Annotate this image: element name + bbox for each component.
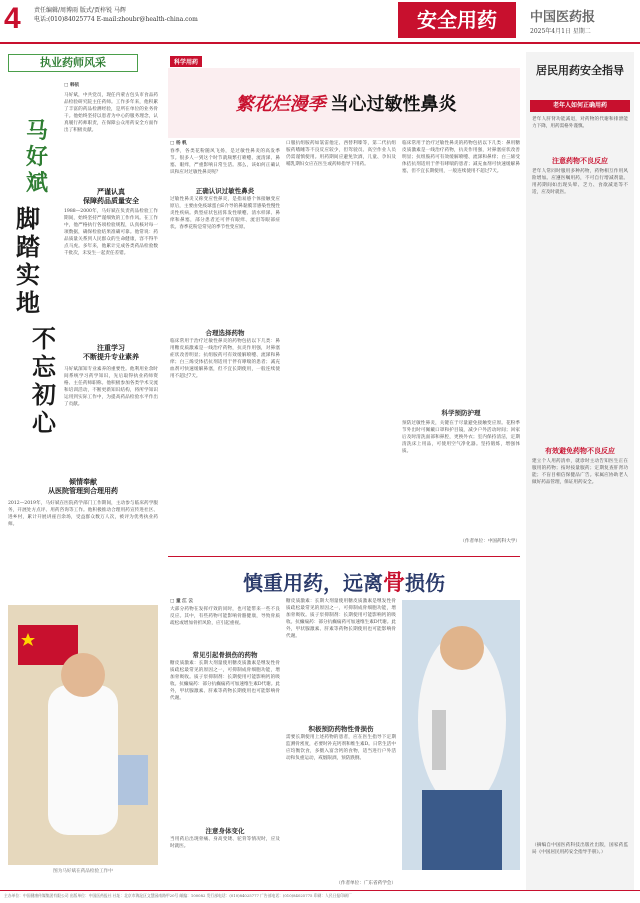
left-para2: 1988—2000年，马好斌在负责药品检验工作期间，始终坚持严谨细致的工作作风。在工作中，他严格执行各项检验规程，认真核对每一项数据，确保检验结果准确可靠。他常说：药品质量关系到人民群众的生命健康，容不得半点马虎。多年来，他累计完成各类药品检验数千批次，未发生一起责任差错。 (64, 209, 158, 256)
mid-p6: 当用药后出现骨痛、身高变矮、驼背等情况时，应及时就医。 (170, 837, 280, 849)
mid-photo-illustration (402, 600, 520, 870)
mid-h4: 常见引起骨损伤的药物 (192, 651, 258, 659)
header-meta-contact: 电话:(010)84025774 E-mail:zhoubr@health-china.com (34, 16, 198, 23)
headline2 (168, 566, 520, 597)
page-footer: 主办单位：中国健康传媒集团有限公司 出版单位：中国医药报社 社址：北京市海淀区文慧园南路甲20号 邮编：100082 发行部电话：(010)84025777 广告部电话：(010)84025775 印刷：人民日报印刷厂 (0, 890, 640, 903)
headline-art: 繁花烂漫季 (235, 94, 326, 115)
mid-author2: □ 童 江 云 (170, 599, 193, 604)
right-title: 居民用药安全指导 (536, 64, 624, 77)
left-photo-illustration (8, 605, 158, 865)
left-sub1: 严谨认真 保障药品质量安全 (83, 188, 139, 205)
right-bar: 老年人如何正确用药 (530, 100, 630, 112)
left-author: □ 韩依 (64, 83, 80, 88)
mid-p3b: 临床常用于治疗过敏性鼻炎的药物包括以下几类：鼻用糖皮质激素是一线治疗药物，抗炎作用强，对鼻塞症状改善明显；抗组胺药可有效缓解喷嚏、流涕和鼻痒；白三烯受体拮抗剂适用于伴有哮喘的患者；减充血剂可快速缓解鼻塞，但不宜长期使用，一般连续使用不超过7天。 (402, 141, 520, 174)
right-p2: 建立个人用药清单，就诊时主动告知医生正在服用的药物；按时按量服药；定期复查肝肾功能；不盲目相信保健品广告。家属应协助老人做好药品管理，保证用药安全。 (532, 459, 628, 485)
right-intro: 老年人肝肾功能减退，对药物的代谢和排泄能力下降，用药需格外谨慎。 (532, 117, 628, 129)
header-meta-editors: 责任编辑/周博雨 版式/贾梓锐 马辉 (34, 7, 126, 14)
header-meta (34, 6, 234, 24)
section-title: 安全用药 (398, 2, 516, 38)
left-title-name: 马好斌 (25, 118, 48, 196)
headline2-pre: 慎重用药，远离 (242, 571, 383, 595)
mid-h2: 合理选择药物 (205, 329, 245, 337)
newspaper-logo: 中国医药报 (530, 10, 596, 25)
header-divider (0, 42, 640, 44)
right-sub1: 注意药物不良反应 (552, 157, 608, 165)
mid-p2: 临床常用于治疗过敏性鼻炎的药物包括以下几类：鼻用糖皮质激素是一线治疗药物，抗炎作用强，对鼻塞症状改善明显；抗组胺药可有效缓解喷嚏、流涕和鼻痒；白三烯受体拮抗剂适用于伴有哮喘的患者；减充血剂可快速缓解鼻塞，但不宜长期使用，一般连续使用不超过7天。 (170, 339, 280, 379)
right-footnote: （摘编自中国医药科技出版社出版，国家药监局《中国居民用药安全指导手册》。） (532, 843, 628, 855)
article-divider (168, 556, 520, 557)
issue-date: 2025年4月1日 星期二 (530, 28, 591, 35)
mid-p4: 预防过敏性鼻炎，关键在于尽量避免接触变应原。花粉季节外出时可佩戴口罩和护目镜，减少户外活动时间；回家后及时清洗面部和鼻腔，更换外衣；室内保持清洁，定期清洗床上用品，可使用空气净化器。坚持锻炼，增强体质。 (402, 421, 520, 454)
mid-intro2: 大部分药物在发挥疗效的同时，也可能带来一些不良反应。其中，有些药物可能影响骨骼健康，导致骨质疏松或增加骨折风险，应引起重视。 (170, 607, 280, 626)
mid-h3: 科学预防护理 (441, 409, 481, 417)
right-sub2: 有效避免药物不良反应 (545, 447, 615, 455)
left-photo (8, 605, 158, 865)
headline2-accent: 骨 (382, 571, 405, 596)
mid-p3: 口服抗组胺药如氯雷他定、西替利嗪等，第二代抗组胺药嗜睡等不良反应较少，但驾驶员、高空作业人员仍需谨慎使用。用药期间应避免饮酒，儿童、孕妇及哺乳期妇女应在医生或药师指导下用药。 (286, 141, 396, 167)
mid-p1: 过敏性鼻炎又称变应性鼻炎，是指易感个体接触变应原后，主要由免疫球蛋白E介导的鼻黏膜非感染性慢性炎性疾病。典型症状包括阵发性喷嚏、清水样涕、鼻痒和鼻塞，部分患者还可伴有眼痒、流泪等眼部症状。春季花粉是常见的季节性变应原。 (170, 197, 280, 230)
mid-intro: 春季，各类花粉随风飞扬，是过敏性鼻炎的高发季节。很多人一到这个时节就频繁打喷嚏、流清涕、鼻塞、眼痒，严重影响日常生活。那么，该如何正确认识和应对过敏性鼻炎呢？ (170, 149, 280, 175)
mid-p5b: 糖皮质激素：长期大剂量使用糖皮质激素是继发性骨质疏松最常见的原因之一，可抑制成骨细胞功能，增加骨吸收。质子泵抑制剂：长期使用可能影响钙的吸收。抗癫痫药：部分抗癫痫药可加速维生素D代谢。此外，甲状腺激素、肝素等药物长期使用也可能影响骨代谢。 (286, 599, 396, 639)
headline-main: 当心过敏性鼻炎 (330, 94, 457, 115)
mid-h5: 注意身体变化 (205, 827, 245, 835)
mid-author-credit: （作者单位：中国药科大学） (460, 539, 520, 544)
mid-h6: 积极预防药物性骨损伤 (308, 725, 374, 733)
left-para1: 马好斌，中共党员，现任内蒙古包头市食品药品检验研究院主任药师。工作多年来，他积累了丰富的药品检测经验，是所在单位的业务骨干。他始终坚持以患者为中心的服务理念，认真履行药师职责，在保障公众用药安全方面作出了积极贡献。 (64, 93, 158, 133)
left-sub3: 倾情奉献 从医院管理到合理用药 (48, 478, 118, 495)
right-p1: 老年人常同时服用多种药物，药物相互作用风险增加。应遵医嘱用药，不可自行增减剂量。用药期间如出现头晕、乏力、食欲减退等不适，应及时就医。 (532, 169, 628, 195)
left-banner: 执业药师风采 (8, 54, 138, 72)
mid-author1: □ 杨 帆 (170, 141, 187, 146)
mid-p5: 糖皮质激素：长期大剂量使用糖皮质激素是继发性骨质疏松最常见的原因之一，可抑制成骨细胞功能，增加骨吸收。质子泵抑制剂：长期使用可能影响钙的吸收。抗癫痫药：部分抗癫痫药可加速维生素D代谢。此外，甲状腺激素、肝素等药物长期使用也可能影响骨代谢。 (170, 661, 280, 701)
left-sub2: 注重学习 不断提升专业素养 (83, 344, 139, 361)
left-title-slogan1: 脚踏实地 (16, 204, 40, 317)
left-title-slogan2: 不忘初心 (32, 324, 56, 437)
headline2-post: 损伤 (405, 571, 445, 595)
mid-author-credit2: （作者单位：广东省药学会） (336, 881, 396, 886)
mid-h1: 正确认识过敏性鼻炎 (195, 187, 255, 195)
mid-p7: 需要长期使用上述药物的患者，应在医生指导下定期监测骨密度，必要时补充钙剂和维生素D。日常生活中应均衡饮食，多摄入富含钙的食物，适当进行户外活动和负重运动，戒烟限酒，预防跌倒。 (286, 735, 396, 761)
mid-photo (402, 600, 520, 870)
left-photo-caption: 图为马好斌在药品检验工作中 (53, 869, 113, 874)
left-para3: 马好斌深知专业素养的重要性。他利用业余时间系统学习药学知识，先后取得执业药师资格、主任药师职称。他积极参加各类学术交流和培训活动，不断更新知识结构，将所学知识运用到实际工作中，为提高药品检验水平作出了贡献。 (64, 367, 158, 407)
left-para4: 2012—2019年，马好斌在医院药学部门工作期间，主动参与临床药学服务，开展处方点评、用药咨询等工作。他积极推动合理用药宣传进社区、进乡村，累计开展讲座百余场，受益群众数万人次，被评为优秀执业药师。 (8, 501, 158, 527)
headline (196, 90, 496, 116)
mid-tag: 科学用药 (170, 56, 202, 67)
page-number: 4 (4, 2, 21, 35)
